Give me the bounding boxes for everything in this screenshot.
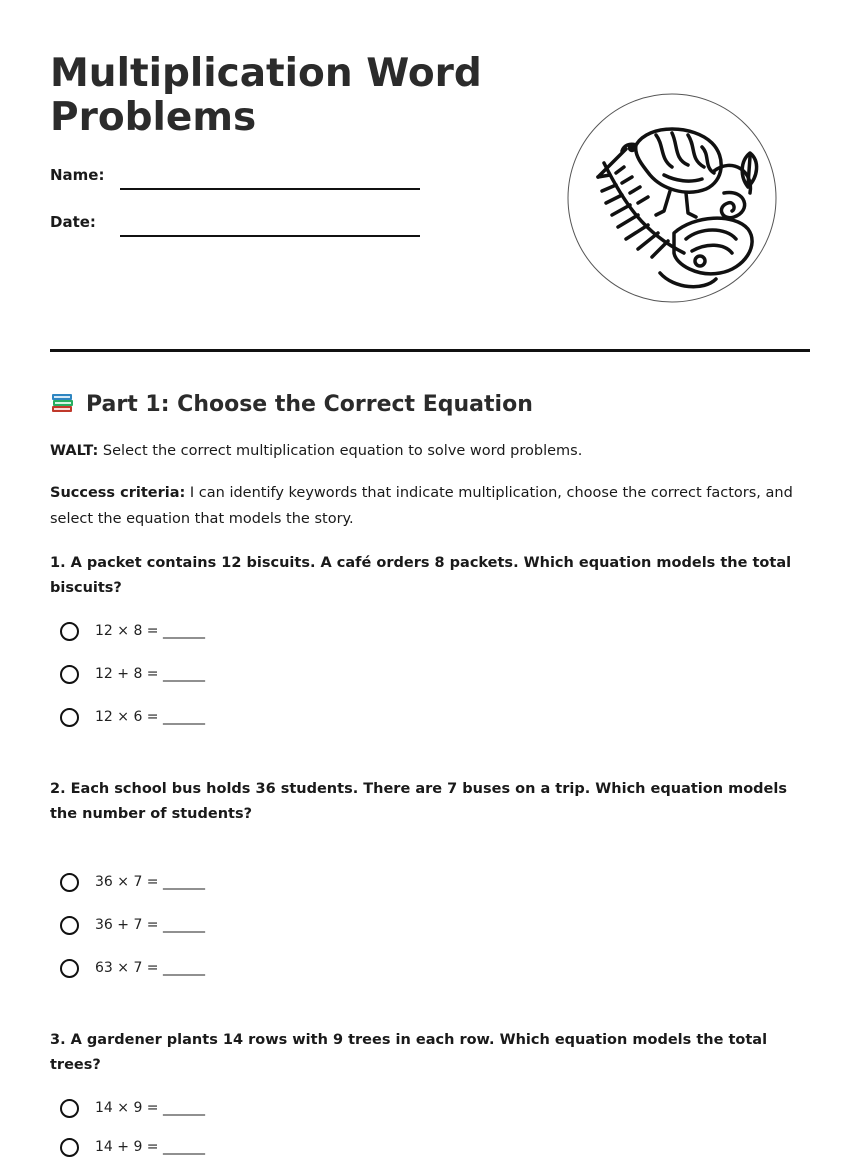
radio-button[interactable] [60, 916, 79, 935]
name-label: Name: [50, 166, 105, 184]
date-line[interactable] [120, 235, 420, 237]
option-text: 14 × 9 = ______ [95, 1100, 205, 1116]
radio-button[interactable] [60, 959, 79, 978]
question-3-option-1[interactable] [60, 1095, 205, 1121]
radio-button[interactable] [60, 708, 79, 727]
success-criteria-paragraph [50, 480, 810, 532]
radio-button[interactable] [60, 622, 79, 641]
question-2-option-3[interactable] [60, 955, 205, 981]
walt-text: Select the correct multiplication equation to solve word problems. [102, 443, 583, 459]
question-2: 2. Each school bus holds 36 students. There are 7 buses on a trip. Which equation models the number of students? [50, 781, 787, 822]
date-field [50, 213, 430, 243]
question-1-option-2[interactable] [60, 661, 205, 687]
walt-label: WALT: [50, 443, 99, 459]
question-3: 3. A gardener plants 14 rows with 9 trees in each row. Which equation models the total trees? [50, 1032, 768, 1073]
question-1-option-3[interactable] [60, 704, 205, 730]
radio-button[interactable] [60, 1138, 79, 1157]
question-1: 1. A packet contains 12 biscuits. A café orders 8 packets. Which equation models the total biscuits? [50, 555, 792, 596]
part1-heading [50, 389, 533, 420]
radio-button[interactable] [60, 1099, 79, 1118]
name-field [50, 166, 430, 196]
option-text: 36 × 7 = ______ [95, 874, 205, 890]
question-1-option-1[interactable] [60, 618, 205, 644]
section-divider [50, 349, 810, 352]
part1-heading-text: Part 1: Choose the Correct Equation [86, 392, 533, 417]
success-criteria-text: I can identify keywords that indicate multiplication, choose the correct factors, and select the equation that models the story. [50, 485, 793, 527]
option-text: 63 × 7 = ______ [95, 960, 205, 976]
success-criteria-label: Success criteria: [50, 485, 186, 501]
question-2-option-1[interactable] [60, 869, 205, 895]
option-text: 12 + 8 = ______ [95, 666, 205, 682]
radio-button[interactable] [60, 873, 79, 892]
worksheet-title: Multiplication Word Problems [50, 51, 482, 140]
question-3-option-2[interactable] [60, 1134, 205, 1160]
radio-button[interactable] [60, 665, 79, 684]
option-text: 12 × 6 = ______ [95, 709, 205, 725]
date-label: Date: [50, 213, 96, 231]
option-text: 14 + 9 = ______ [95, 1139, 205, 1155]
name-line[interactable] [120, 188, 420, 190]
question-2-option-2[interactable] [60, 912, 205, 938]
books-emoji-icon [50, 389, 76, 415]
option-text: 12 × 8 = ______ [95, 623, 205, 639]
kiwi-bird-fern-emblem-icon [564, 93, 780, 303]
walt-paragraph [50, 438, 810, 464]
option-text: 36 + 7 = ______ [95, 917, 205, 933]
